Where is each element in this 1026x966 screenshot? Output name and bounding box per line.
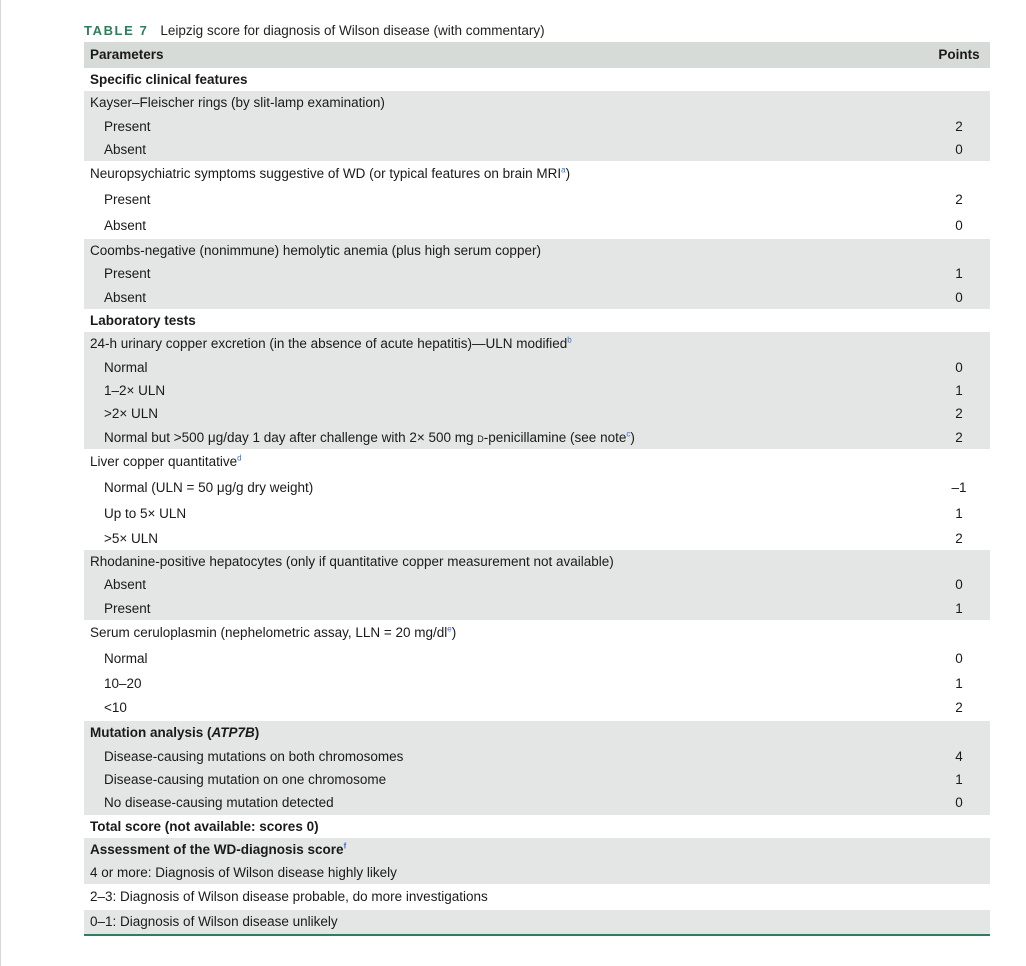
kf-absent-label: Absent [84, 138, 920, 161]
kf-present-label: Present [84, 115, 920, 138]
section-assessment [84, 838, 920, 861]
param-rhodanine: Rhodanine-positive hepatocytes (only if quantitative copper measurement not available) [84, 550, 920, 573]
urinary-challenge-close: ) [630, 429, 635, 445]
urinary-gt2-points: 2 [920, 402, 990, 425]
cerulo-normal-points: 0 [955, 651, 963, 667]
neuro-close: ) [565, 166, 571, 182]
liver-5x-points: 1 [955, 505, 963, 521]
section-heading-row [84, 68, 990, 91]
urinary-text: 24-h urinary copper excretion (in the absence of acute hepatitis)—ULN modified [90, 336, 568, 352]
param-liver [84, 449, 920, 475]
mutation-text: Mutation analysis ( [90, 725, 212, 741]
assessment-row [84, 861, 990, 884]
option-row [84, 475, 990, 501]
urinary-challenge-points: 2 [920, 426, 990, 449]
liver-5x-label: Up to 5× ULN [104, 505, 187, 521]
option-row [84, 597, 990, 620]
option-row [84, 262, 990, 285]
urinary-challenge-text: Normal but >500 μg/day 1 day after challenge with 2× 500 mg [104, 429, 478, 445]
neuro-absent-points: 0 [955, 218, 963, 234]
option-row [84, 379, 990, 402]
cerulo-10-20-label: 10–20 [104, 676, 142, 692]
option-row [84, 646, 990, 672]
urinary-normal-label: Normal [84, 356, 920, 379]
cerulo-text: Serum ceruloplasmin (nephelometric assay, LLN = 20 mg/dl [90, 625, 448, 641]
mut-both-label: Disease-causing mutations on both chromosomes [84, 745, 920, 768]
neuro-text: Neuropsychiatric symptoms suggestive of WD (or typical features on brain MRI [90, 166, 562, 182]
table-caption-label: TABLE 7 [84, 23, 149, 38]
footnote-f: f [343, 841, 347, 851]
option-row [84, 573, 990, 596]
mut-both-points: 4 [920, 745, 990, 768]
header-points: Points [920, 42, 990, 68]
option-row [84, 527, 990, 550]
coombs-absent-points: 0 [920, 286, 990, 309]
assess-4-label: 4 or more: Diagnosis of Wilson disease highly likely [84, 861, 920, 884]
liver-text: Liver copper quantitative [90, 453, 238, 469]
urinary-1-2-points: 1 [920, 379, 990, 402]
total-score-label: Total score (not available: scores 0) [90, 818, 319, 834]
option-row [84, 356, 990, 379]
assess-0-1-label: 0–1: Diagnosis of Wilson disease unlikely [84, 910, 920, 934]
option-row [84, 695, 990, 721]
option-row [84, 426, 990, 449]
param-neuro [84, 161, 920, 187]
coombs-present-label: Present [84, 262, 920, 285]
liver-normal-points: –1 [951, 479, 967, 495]
option-row [84, 745, 990, 768]
parameter-row [84, 550, 990, 573]
coombs-present-points: 1 [920, 262, 990, 285]
cerulo-normal-label: Normal [104, 651, 148, 667]
section-heading-row [84, 838, 990, 861]
param-cerulo [84, 620, 920, 646]
cerulo-10-20-points: 1 [955, 676, 963, 692]
assess-2-3-label: 2–3: Diagnosis of Wilson disease probable, do more investigations [90, 889, 488, 905]
assessment-row [84, 910, 990, 934]
option-row [84, 187, 990, 213]
kf-present-points: 2 [920, 115, 990, 138]
footnote-b: b [567, 335, 572, 345]
rhod-present-points: 1 [920, 597, 990, 620]
cerulo-lt10-label: <10 [104, 700, 127, 716]
option-row [84, 286, 990, 309]
footnote-a: a [561, 165, 566, 175]
page-edge-rule [0, 0, 1, 966]
footnote-e: e [447, 624, 452, 634]
option-row [84, 213, 990, 239]
parameter-row [84, 449, 990, 475]
cerulo-close: ) [451, 625, 457, 641]
option-row [84, 138, 990, 161]
rhod-present-label: Present [84, 597, 920, 620]
table-caption [84, 20, 990, 42]
option-row [84, 402, 990, 425]
cerulo-lt10-points: 2 [955, 700, 963, 716]
mutation-close: ) [254, 725, 260, 741]
mut-one-points: 1 [920, 768, 990, 791]
param-coombs: Coombs-negative (nonimmune) hemolytic anemia (plus high serum copper) [84, 239, 920, 262]
mutation-gene: ATP7B [211, 725, 255, 741]
urinary-normal-points: 0 [920, 356, 990, 379]
footnote-c: c [626, 429, 631, 439]
coombs-absent-label: Absent [84, 286, 920, 309]
option-row [84, 768, 990, 791]
option-row [84, 115, 990, 138]
param-kf-rings: Kayser–Fleischer rings (by slit-lamp examination) [84, 91, 920, 114]
urinary-challenge-d: d [477, 429, 484, 445]
parameter-row [84, 161, 990, 187]
liver-normal-label: Normal (ULN = 50 μg/g dry weight) [104, 479, 314, 495]
header-parameters: Parameters [84, 42, 920, 68]
rhod-absent-points: 0 [920, 573, 990, 596]
mut-none-points: 0 [920, 791, 990, 814]
neuro-present-points: 2 [955, 192, 963, 208]
urinary-challenge-text2: -penicillamine (see note [483, 429, 627, 445]
param-urinary [84, 332, 920, 355]
section-heading-row [84, 309, 990, 332]
neuro-absent-label: Absent [104, 218, 147, 234]
option-row [84, 791, 990, 814]
neuro-present-label: Present [104, 192, 151, 208]
section-lab-tests: Laboratory tests [90, 313, 196, 329]
urinary-challenge-label [84, 426, 920, 449]
footnote-d: d [237, 453, 242, 463]
parameter-row [84, 620, 990, 646]
urinary-1-2-label: 1–2× ULN [84, 379, 920, 402]
section-specific-clinical: Specific clinical features [90, 72, 248, 87]
liver-gt5-points: 2 [955, 530, 963, 546]
total-row [84, 815, 990, 838]
mut-none-label: No disease-causing mutation detected [84, 791, 920, 814]
section-heading-row [84, 721, 990, 744]
urinary-gt2-label: >2× ULN [84, 402, 920, 425]
table-header-row [84, 42, 990, 68]
table-caption-text: Leipzig score for diagnosis of Wilson disease (with commentary) [160, 23, 545, 38]
liver-gt5-label: >5× ULN [104, 530, 159, 546]
assessment-text: Assessment of the WD-diagnosis score [90, 841, 344, 857]
section-mutation [84, 721, 920, 744]
rhod-absent-label: Absent [84, 573, 920, 596]
mut-one-label: Disease-causing mutation on one chromosome [84, 768, 920, 791]
parameter-row [84, 239, 990, 262]
leipzig-score-table [84, 42, 990, 936]
option-row [84, 501, 990, 527]
assessment-row [84, 884, 990, 910]
table-figure [84, 20, 990, 936]
option-row [84, 672, 990, 695]
parameter-row [84, 91, 990, 114]
kf-absent-points: 0 [920, 138, 990, 161]
parameter-row [84, 332, 990, 355]
